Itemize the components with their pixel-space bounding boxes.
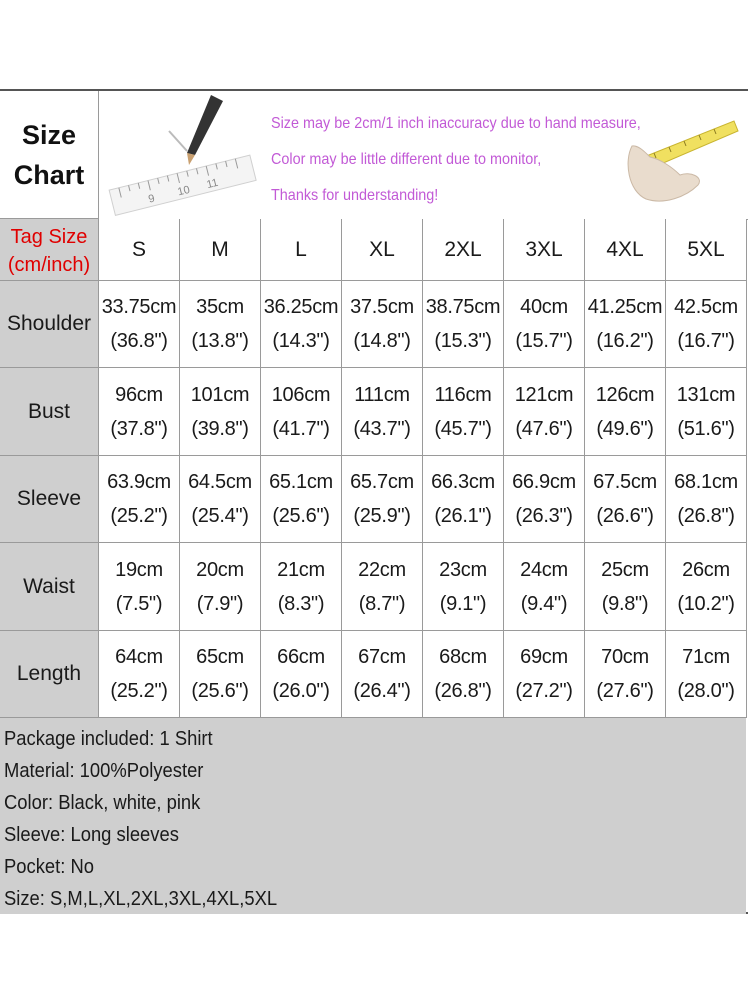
measurement-cell: [423, 631, 504, 718]
measurement-cell: [423, 543, 504, 631]
inch-value: (26.3"): [515, 505, 573, 527]
cm-value: 35cm: [196, 296, 244, 318]
measurement-cell: [180, 281, 261, 368]
info-package: Package included: 1 Shirt: [4, 728, 213, 750]
measurement-cell: [261, 281, 342, 368]
tape-measure-hand-icon: [624, 101, 744, 211]
info-sleeve: Sleeve: Long sleeves: [4, 824, 179, 846]
inch-value: (7.5"): [115, 592, 163, 615]
inch-value: (7.9"): [196, 592, 244, 615]
measurement-cell: [585, 368, 666, 456]
cm-value: 24cm: [520, 558, 568, 581]
size-header-3xl: 3XL: [504, 219, 585, 281]
measurement-cell: [261, 543, 342, 631]
inch-value: (25.6"): [272, 505, 330, 527]
inch-value: (14.8"): [353, 330, 411, 352]
inch-value: (27.2"): [515, 680, 573, 702]
measurement-banner: [99, 91, 748, 220]
cm-value: 64cm: [115, 646, 163, 668]
inch-value: (16.2"): [596, 330, 654, 352]
inch-value: (8.3"): [277, 592, 325, 615]
inch-value: (26.6"): [596, 505, 654, 527]
inch-value: (27.6"): [596, 680, 654, 702]
measurement-cell: [342, 368, 423, 456]
inch-value: (41.7"): [272, 417, 330, 440]
cm-value: 65.7cm: [350, 471, 414, 493]
measurement-cell: [342, 543, 423, 631]
ruler-number-10: 10: [176, 183, 192, 199]
measurement-cell: [180, 543, 261, 631]
inch-value: (16.7"): [677, 330, 735, 352]
inch-value: (14.3"): [272, 330, 330, 352]
cm-value: 25cm: [601, 558, 649, 581]
size-header-xl: XL: [342, 219, 423, 281]
measurement-cell: [504, 281, 585, 368]
cm-value: 131cm: [676, 383, 736, 406]
measurement-cell: [423, 368, 504, 456]
measurement-cell: [504, 631, 585, 718]
cm-value: 36.25cm: [263, 296, 339, 318]
info-pocket: Pocket: No: [4, 856, 95, 878]
tag-size-header: [0, 219, 99, 281]
inch-value: (25.2"): [110, 505, 168, 527]
inch-value: (10.2"): [677, 592, 735, 615]
inch-value: (15.3"): [434, 330, 492, 352]
size-chart-title: [0, 91, 99, 219]
inch-value: (37.8"): [110, 417, 168, 440]
cm-value: 121cm: [514, 383, 574, 406]
inch-value: (26.1"): [434, 505, 492, 527]
cm-value: 67cm: [358, 646, 406, 668]
cm-value: 26cm: [682, 558, 730, 581]
cm-value: 37.5cm: [350, 296, 414, 318]
cm-value: 64.5cm: [188, 471, 252, 493]
inch-value: (8.7"): [358, 592, 406, 615]
row-label-sleeve: Sleeve: [0, 456, 99, 543]
cm-value: 70cm: [601, 646, 649, 668]
cm-value: 66.9cm: [512, 471, 576, 493]
inch-value: (25.4"): [191, 505, 249, 527]
measurement-cell: [261, 456, 342, 543]
pencil-ruler-icon: [99, 91, 259, 219]
inch-value: (36.8"): [110, 330, 168, 352]
measurement-cell: [666, 631, 747, 718]
tag-size-label: Tag Size: [10, 226, 88, 248]
cm-value: 67.5cm: [593, 471, 657, 493]
ruler-number-11: 11: [205, 176, 220, 192]
cm-value: 40cm: [520, 296, 568, 318]
cm-value: 42.5cm: [674, 296, 738, 318]
inch-value: (25.6"): [191, 680, 249, 702]
cm-value: 19cm: [115, 558, 163, 581]
cm-value: 116cm: [434, 383, 492, 406]
inch-value: (26.8"): [434, 680, 492, 702]
info-color: Color: Black, white, pink: [4, 792, 201, 814]
row-label-waist: Waist: [0, 543, 99, 631]
inch-value: (15.7"): [515, 330, 573, 352]
cm-value: 22cm: [358, 558, 406, 581]
banner-note-3: Thanks for understanding!: [271, 187, 439, 204]
cm-value: 111cm: [354, 383, 410, 406]
cm-value: 41.25cm: [587, 296, 663, 318]
size-header-4xl: 4XL: [585, 219, 666, 281]
measurement-cell: [504, 456, 585, 543]
inch-value: (45.7"): [434, 417, 492, 440]
measurement-cell: [666, 456, 747, 543]
inch-value: (25.9"): [353, 505, 411, 527]
cm-value: 106cm: [271, 383, 331, 406]
inch-value: (39.8"): [191, 417, 249, 440]
cm-value: 126cm: [595, 383, 655, 406]
inch-value: (47.6"): [515, 417, 573, 440]
measurement-cell: [504, 543, 585, 631]
cm-value: 63.9cm: [107, 471, 171, 493]
measurement-cell: [666, 368, 747, 456]
cm-value: 65.1cm: [269, 471, 333, 493]
measurement-cell: [585, 456, 666, 543]
cm-value: 68.1cm: [674, 471, 738, 493]
size-header-m: M: [180, 219, 261, 281]
banner-note-1: Size may be 2cm/1 inch inaccuracy due to hand measure,: [271, 115, 641, 132]
cm-value: 101cm: [190, 383, 250, 406]
size-header-5xl: 5XL: [666, 219, 747, 281]
cm-value: 66.3cm: [431, 471, 495, 493]
row-label-shoulder: Shoulder: [0, 281, 99, 368]
inch-value: (43.7"): [353, 417, 411, 440]
measurement-cell: [585, 281, 666, 368]
size-header-2xl: 2XL: [423, 219, 504, 281]
measurement-cell: [666, 543, 747, 631]
measurement-cell: [99, 368, 180, 456]
cm-value: 38.75cm: [425, 296, 501, 318]
cm-value: 96cm: [115, 383, 163, 406]
inch-value: (28.0"): [677, 680, 735, 702]
measurement-cell: [180, 456, 261, 543]
cm-value: 33.75cm: [101, 296, 177, 318]
measurement-cell: [423, 456, 504, 543]
cm-value: 71cm: [682, 646, 730, 668]
measurement-cell: [504, 368, 585, 456]
banner-note-2: Color may be little different due to monitor,: [271, 151, 542, 168]
measurement-cell: [666, 281, 747, 368]
cm-value: 69cm: [520, 646, 568, 668]
inch-value: (9.1"): [439, 592, 487, 615]
measurement-cell: [585, 543, 666, 631]
size-header-s: S: [99, 219, 180, 281]
measurement-cell: [180, 631, 261, 718]
measurement-cell: [585, 631, 666, 718]
measurement-cell: [342, 631, 423, 718]
inch-value: (49.6"): [596, 417, 654, 440]
cm-value: 23cm: [439, 558, 487, 581]
product-info: [0, 718, 746, 914]
measurement-cell: [342, 281, 423, 368]
inch-value: (25.2"): [110, 680, 168, 702]
title-line-1: Size: [21, 119, 77, 150]
measurement-cell: [342, 456, 423, 543]
row-label-bust: Bust: [0, 368, 99, 456]
inch-value: (26.4"): [353, 680, 411, 702]
size-chart-table: [0, 89, 748, 914]
measurement-cell: [99, 543, 180, 631]
row-label-length: Length: [0, 631, 99, 718]
cm-value: 66cm: [277, 646, 325, 668]
measurement-cell: [99, 281, 180, 368]
info-material: Material: 100%Polyester: [4, 760, 204, 782]
measurement-cell: [99, 456, 180, 543]
tag-unit-label: (cm/inch): [7, 254, 91, 276]
cm-value: 68cm: [439, 646, 487, 668]
inch-value: (26.0"): [272, 680, 330, 702]
cm-value: 65cm: [196, 646, 244, 668]
size-header-l: L: [261, 219, 342, 281]
inch-value: (13.8"): [191, 330, 249, 352]
inch-value: (9.4"): [520, 592, 568, 615]
inch-value: (26.8"): [677, 505, 735, 527]
ruler-number-9: 9: [147, 192, 157, 206]
measurement-cell: [261, 631, 342, 718]
inch-value: (9.8"): [601, 592, 649, 615]
title-line-2: Chart: [13, 159, 85, 190]
inch-value: (51.6"): [677, 417, 735, 440]
measurement-cell: [99, 631, 180, 718]
measurement-cell: [423, 281, 504, 368]
cm-value: 20cm: [196, 558, 244, 581]
info-sizes: Size: S,M,L,XL,2XL,3XL,4XL,5XL: [4, 888, 278, 910]
measurement-cell: [180, 368, 261, 456]
measurement-cell: [261, 368, 342, 456]
cm-value: 21cm: [277, 558, 325, 581]
